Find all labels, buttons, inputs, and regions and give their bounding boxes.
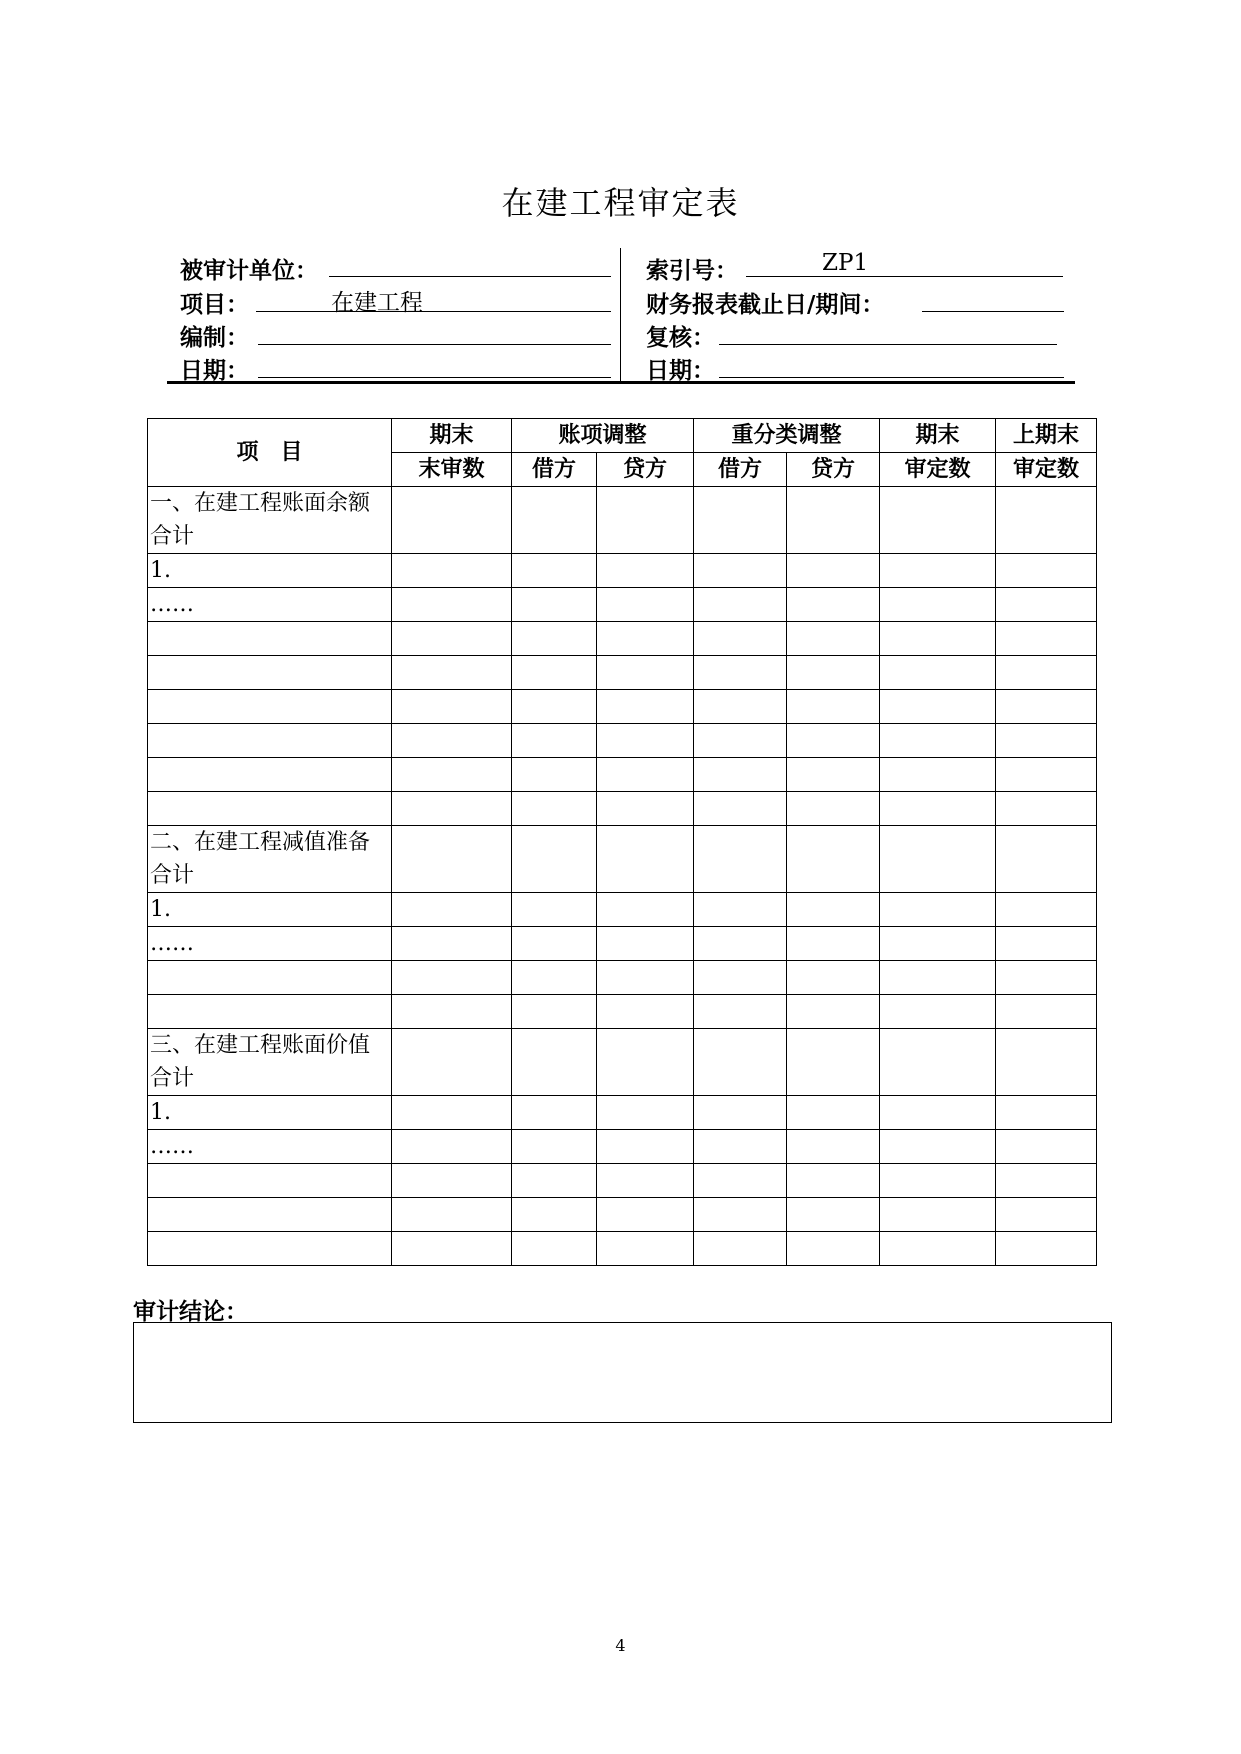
table-row	[148, 1164, 1097, 1198]
account-debit-cell[interactable]	[512, 758, 597, 792]
reclass-credit-cell[interactable]	[787, 1029, 880, 1096]
reclass-debit-cell[interactable]	[694, 690, 787, 724]
reclass-credit-cell[interactable]	[787, 656, 880, 690]
index-value: ZP1	[822, 250, 869, 276]
account-debit-cell[interactable]	[512, 690, 597, 724]
unaudited-cell[interactable]	[392, 1096, 512, 1130]
report-date-label: 财务报表截止日/期间：	[646, 292, 885, 318]
prior-audited-cell[interactable]	[996, 1232, 1097, 1266]
audit-table	[147, 418, 1097, 1266]
document-title: 在建工程审定表	[501, 184, 740, 222]
header-account-debit: 借方	[512, 453, 597, 487]
project-label: 项目：	[180, 292, 249, 318]
table-row	[148, 792, 1097, 826]
table-row	[148, 622, 1097, 656]
account-credit-cell[interactable]	[597, 588, 694, 622]
reclass-credit-cell[interactable]	[787, 792, 880, 826]
reclass-credit-cell[interactable]	[787, 893, 880, 927]
prior-audited-cell[interactable]	[996, 1029, 1097, 1096]
account-credit-cell[interactable]	[597, 724, 694, 758]
account-debit-cell[interactable]	[512, 1164, 597, 1198]
index-field[interactable]	[746, 276, 1063, 277]
prior-audited-cell[interactable]	[996, 927, 1097, 961]
row-item-cell: ……	[148, 588, 392, 622]
reclass-credit-cell[interactable]	[787, 927, 880, 961]
prior-audited-cell[interactable]	[996, 690, 1097, 724]
row-item-cell	[148, 622, 392, 656]
project-value: 在建工程	[331, 290, 423, 316]
reclass-debit-cell[interactable]	[694, 758, 787, 792]
prior-audited-cell[interactable]	[996, 792, 1097, 826]
unaudited-cell[interactable]	[392, 487, 512, 554]
date-left-label: 日期：	[180, 358, 249, 384]
audited-cell[interactable]	[880, 487, 996, 554]
unaudited-cell[interactable]	[392, 961, 512, 995]
row-item-cell: 一、在建工程账面余额合计	[148, 487, 392, 554]
account-credit-cell[interactable]	[597, 1029, 694, 1096]
prepared-by-label: 编制：	[180, 325, 249, 351]
audited-cell[interactable]	[880, 1164, 996, 1198]
audited-cell[interactable]	[880, 554, 996, 588]
reclass-credit-cell[interactable]	[787, 724, 880, 758]
reclass-credit-cell[interactable]	[787, 690, 880, 724]
audited-cell[interactable]	[880, 826, 996, 893]
row-item-cell: 1.	[148, 554, 392, 588]
row-item-cell	[148, 1198, 392, 1232]
header-unaudited-line2: 末审数	[392, 453, 512, 487]
reclass-credit-cell[interactable]	[787, 758, 880, 792]
account-debit-cell[interactable]	[512, 1130, 597, 1164]
row-item-cell	[148, 758, 392, 792]
account-credit-cell[interactable]	[597, 690, 694, 724]
account-debit-cell[interactable]	[512, 826, 597, 893]
header-account-adjustment: 账项调整	[512, 419, 694, 453]
reclass-credit-cell[interactable]	[787, 1096, 880, 1130]
prior-audited-cell[interactable]	[996, 826, 1097, 893]
account-credit-cell[interactable]	[597, 487, 694, 554]
reclass-debit-cell[interactable]	[694, 995, 787, 1029]
account-credit-cell[interactable]	[597, 656, 694, 690]
prior-audited-cell[interactable]	[996, 588, 1097, 622]
audited-cell[interactable]	[880, 588, 996, 622]
reclass-debit-cell[interactable]	[694, 656, 787, 690]
table-row	[148, 927, 1097, 961]
index-label: 索引号：	[646, 258, 738, 284]
header-reclass-credit: 贷方	[787, 453, 880, 487]
header-reclass-adjustment: 重分类调整	[694, 419, 880, 453]
unaudited-cell[interactable]	[392, 927, 512, 961]
account-debit-cell[interactable]	[512, 622, 597, 656]
audited-unit-field[interactable]	[329, 276, 611, 277]
table-row	[148, 961, 1097, 995]
reclass-debit-cell[interactable]	[694, 792, 787, 826]
reviewed-by-label: 复核：	[646, 325, 715, 351]
row-item-cell	[148, 792, 392, 826]
account-debit-cell[interactable]	[512, 893, 597, 927]
audited-unit-label: 被审计单位：	[180, 258, 318, 284]
reclass-debit-cell[interactable]	[694, 893, 787, 927]
date-left-field[interactable]	[258, 377, 611, 378]
date-right-label: 日期：	[646, 358, 715, 384]
row-item-cell: ……	[148, 927, 392, 961]
table-row	[148, 1096, 1097, 1130]
header-prior-line2: 审定数	[996, 453, 1097, 487]
reclass-credit-cell[interactable]	[787, 961, 880, 995]
unaudited-cell[interactable]	[392, 1029, 512, 1096]
unaudited-cell[interactable]	[392, 588, 512, 622]
audited-cell[interactable]	[880, 622, 996, 656]
account-credit-cell[interactable]	[597, 1198, 694, 1232]
table-row	[148, 1029, 1097, 1096]
row-item-cell: 1.	[148, 893, 392, 927]
prior-audited-cell[interactable]	[996, 724, 1097, 758]
account-credit-cell[interactable]	[597, 792, 694, 826]
account-credit-cell[interactable]	[597, 1130, 694, 1164]
account-debit-cell[interactable]	[512, 554, 597, 588]
reclass-debit-cell[interactable]	[694, 1130, 787, 1164]
prior-audited-cell[interactable]	[996, 961, 1097, 995]
row-item-cell	[148, 1232, 392, 1266]
unaudited-cell[interactable]	[392, 656, 512, 690]
row-item-cell	[148, 724, 392, 758]
account-debit-cell[interactable]	[512, 792, 597, 826]
account-credit-cell[interactable]	[597, 622, 694, 656]
row-item-cell: 三、在建工程账面价值合计	[148, 1029, 392, 1096]
table-row	[148, 690, 1097, 724]
reclass-debit-cell[interactable]	[694, 724, 787, 758]
prior-audited-cell[interactable]	[996, 656, 1097, 690]
account-debit-cell[interactable]	[512, 1232, 597, 1266]
account-debit-cell[interactable]	[512, 487, 597, 554]
prior-audited-cell[interactable]	[996, 995, 1097, 1029]
account-debit-cell[interactable]	[512, 724, 597, 758]
audited-cell[interactable]	[880, 961, 996, 995]
unaudited-cell[interactable]	[392, 1198, 512, 1232]
table-row	[148, 554, 1097, 588]
reclass-debit-cell[interactable]	[694, 622, 787, 656]
row-item-cell: ……	[148, 1130, 392, 1164]
account-debit-cell[interactable]	[512, 1096, 597, 1130]
unaudited-cell[interactable]	[392, 893, 512, 927]
table-row	[148, 1130, 1097, 1164]
header-rule	[167, 381, 1075, 384]
account-credit-cell[interactable]	[597, 995, 694, 1029]
header-audited-line2: 审定数	[880, 453, 996, 487]
unaudited-cell[interactable]	[392, 690, 512, 724]
table-row	[148, 487, 1097, 554]
reclass-credit-cell[interactable]	[787, 1198, 880, 1232]
audited-cell[interactable]	[880, 893, 996, 927]
audited-cell[interactable]	[880, 927, 996, 961]
table-row	[148, 995, 1097, 1029]
reclass-credit-cell[interactable]	[787, 826, 880, 893]
account-credit-cell[interactable]	[597, 826, 694, 893]
row-item-cell: 1.	[148, 1096, 392, 1130]
audited-cell[interactable]	[880, 792, 996, 826]
reclass-debit-cell[interactable]	[694, 961, 787, 995]
account-credit-cell[interactable]	[597, 758, 694, 792]
prior-audited-cell[interactable]	[996, 1096, 1097, 1130]
account-debit-cell[interactable]	[512, 1198, 597, 1232]
audited-cell[interactable]	[880, 1096, 996, 1130]
unaudited-cell[interactable]	[392, 758, 512, 792]
prior-audited-cell[interactable]	[996, 1164, 1097, 1198]
unaudited-cell[interactable]	[392, 826, 512, 893]
table-body	[148, 487, 1097, 1266]
unaudited-cell[interactable]	[392, 995, 512, 1029]
reclass-debit-cell[interactable]	[694, 1164, 787, 1198]
unaudited-cell[interactable]	[392, 1164, 512, 1198]
reclass-debit-cell[interactable]	[694, 1029, 787, 1096]
header-unaudited-line1: 期末	[392, 419, 512, 453]
table-row	[148, 826, 1097, 893]
reclass-credit-cell[interactable]	[787, 1232, 880, 1266]
audited-cell[interactable]	[880, 724, 996, 758]
row-item-cell	[148, 656, 392, 690]
table-row	[148, 758, 1097, 792]
account-credit-cell[interactable]	[597, 927, 694, 961]
unaudited-cell[interactable]	[392, 724, 512, 758]
header-divider	[620, 248, 621, 381]
table-row	[148, 1198, 1097, 1232]
reclass-credit-cell[interactable]	[787, 1130, 880, 1164]
unaudited-cell[interactable]	[392, 1130, 512, 1164]
header-account-credit: 贷方	[597, 453, 694, 487]
table-row	[148, 588, 1097, 622]
account-credit-cell[interactable]	[597, 893, 694, 927]
account-credit-cell[interactable]	[597, 554, 694, 588]
prior-audited-cell[interactable]	[996, 758, 1097, 792]
audited-cell[interactable]	[880, 1198, 996, 1232]
header-item: 项 目	[148, 419, 392, 487]
reclass-debit-cell[interactable]	[694, 1096, 787, 1130]
table-row	[148, 656, 1097, 690]
reclass-debit-cell[interactable]	[694, 1198, 787, 1232]
account-credit-cell[interactable]	[597, 961, 694, 995]
unaudited-cell[interactable]	[392, 1232, 512, 1266]
table-row	[148, 724, 1097, 758]
account-credit-cell[interactable]	[597, 1232, 694, 1266]
unaudited-cell[interactable]	[392, 554, 512, 588]
prior-audited-cell[interactable]	[996, 622, 1097, 656]
header-reclass-debit: 借方	[694, 453, 787, 487]
unaudited-cell[interactable]	[392, 792, 512, 826]
header-audited-line1: 期末	[880, 419, 996, 453]
row-item-cell	[148, 995, 392, 1029]
row-item-cell	[148, 690, 392, 724]
account-debit-cell[interactable]	[512, 656, 597, 690]
audited-cell[interactable]	[880, 656, 996, 690]
account-credit-cell[interactable]	[597, 1096, 694, 1130]
reclass-credit-cell[interactable]	[787, 554, 880, 588]
prior-audited-cell[interactable]	[996, 1130, 1097, 1164]
project-field[interactable]	[256, 311, 611, 312]
reclass-debit-cell[interactable]	[694, 826, 787, 893]
reclass-credit-cell[interactable]	[787, 622, 880, 656]
conclusion-box[interactable]	[133, 1322, 1112, 1423]
account-debit-cell[interactable]	[512, 1029, 597, 1096]
audited-cell[interactable]	[880, 690, 996, 724]
prior-audited-cell[interactable]	[996, 487, 1097, 554]
account-debit-cell[interactable]	[512, 927, 597, 961]
reclass-credit-cell[interactable]	[787, 487, 880, 554]
row-item-cell	[148, 961, 392, 995]
audited-cell[interactable]	[880, 1130, 996, 1164]
audited-cell[interactable]	[880, 758, 996, 792]
table-row	[148, 1232, 1097, 1266]
reclass-debit-cell[interactable]	[694, 1232, 787, 1266]
account-debit-cell[interactable]	[512, 588, 597, 622]
account-debit-cell[interactable]	[512, 995, 597, 1029]
reclass-credit-cell[interactable]	[787, 588, 880, 622]
reclass-credit-cell[interactable]	[787, 995, 880, 1029]
table-row	[148, 893, 1097, 927]
account-credit-cell[interactable]	[597, 1164, 694, 1198]
reclass-debit-cell[interactable]	[694, 927, 787, 961]
audited-cell[interactable]	[880, 1029, 996, 1096]
report-date-field[interactable]	[922, 311, 1064, 312]
prior-audited-cell[interactable]	[996, 893, 1097, 927]
audited-cell[interactable]	[880, 995, 996, 1029]
account-debit-cell[interactable]	[512, 961, 597, 995]
header-prior-line1: 上期末	[996, 419, 1097, 453]
conclusion-label: 审计结论：	[133, 1299, 248, 1325]
page-number: 4	[615, 1636, 626, 1655]
date-right-field[interactable]	[719, 377, 1064, 378]
prior-audited-cell[interactable]	[996, 554, 1097, 588]
audited-cell[interactable]	[880, 1232, 996, 1266]
unaudited-cell[interactable]	[392, 622, 512, 656]
row-item-cell	[148, 1164, 392, 1198]
reclass-debit-cell[interactable]	[694, 588, 787, 622]
reclass-debit-cell[interactable]	[694, 487, 787, 554]
prepared-by-field[interactable]	[258, 344, 611, 345]
reclass-credit-cell[interactable]	[787, 1164, 880, 1198]
prior-audited-cell[interactable]	[996, 1198, 1097, 1232]
row-item-cell: 二、在建工程减值准备合计	[148, 826, 392, 893]
reclass-debit-cell[interactable]	[694, 554, 787, 588]
reviewed-by-field[interactable]	[719, 344, 1057, 345]
